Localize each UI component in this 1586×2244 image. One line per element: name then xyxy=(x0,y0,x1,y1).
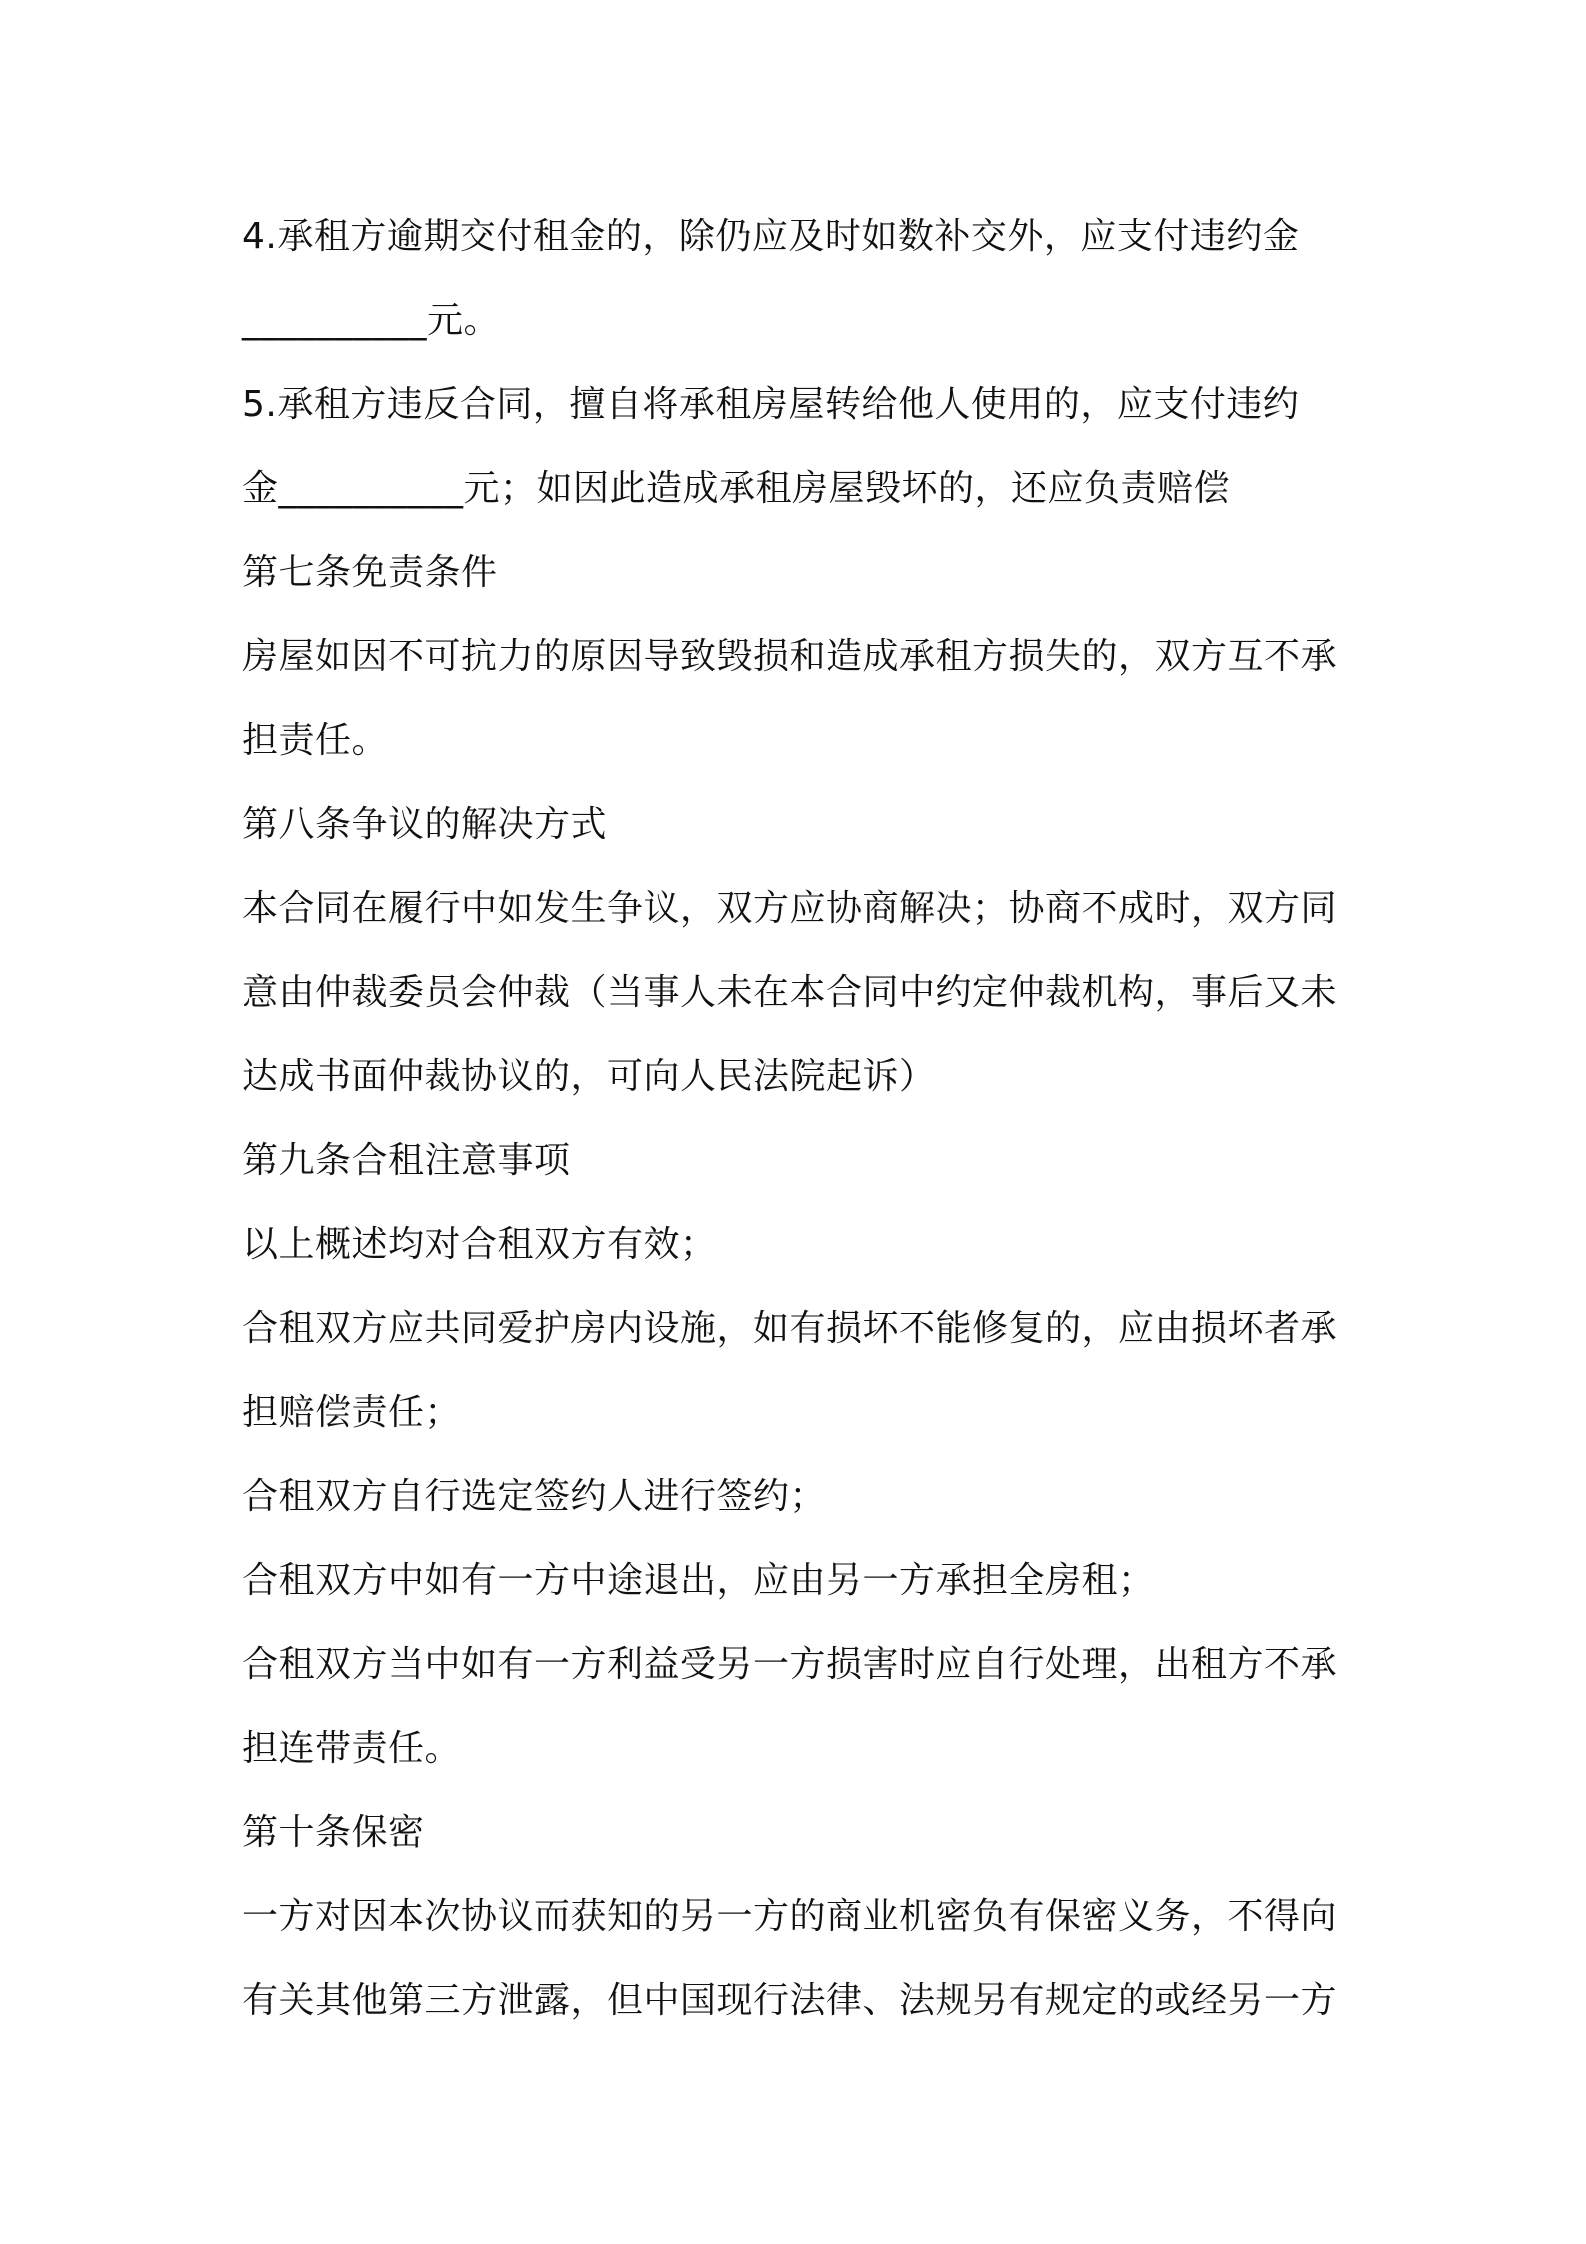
article-10-heading: 第十条保密 xyxy=(242,1812,425,1853)
article-10-text: 一方对因本次协议而获知的另一方的商业机密负有保密义务，不得向 xyxy=(242,1896,1338,1937)
article-10-text-continued: 有关其他第三方泄露，但中国现行法律、法规另有规定的或经另一方 xyxy=(242,1980,1338,2021)
article-8-text-continued: 意由仲裁委员会仲裁（当事人未在本合同中约定仲裁机构，事后又未 xyxy=(242,972,1338,1013)
article-7-text: 房屋如因不可抗力的原因导致毁损和造成承租方损失的，双方互不承 xyxy=(242,636,1338,677)
article-9-item-5-continued: 担连带责任。 xyxy=(242,1728,462,1769)
article-7-text-continued: 担责任。 xyxy=(242,720,389,761)
article-9-item-4: 合租双方中如有一方中途退出，应由另一方承担全房租； xyxy=(242,1560,1155,1601)
article-9-item-2: 合租双方应共同爱护房内设施，如有损坏不能修复的，应由损坏者承 xyxy=(242,1308,1338,1349)
article-8-heading: 第八条争议的解决方式 xyxy=(242,804,608,845)
article-9-heading: 第九条合租注意事项 xyxy=(242,1140,571,1181)
article-8-text-end: 达成书面仲裁协议的，可向人民法院起诉） xyxy=(242,1056,936,1097)
clause-4-amount-blank: __________元。 xyxy=(242,300,501,341)
clause-5-text: 5.承租方违反合同，擅自将承租房屋转给他人使用的，应支付违约 xyxy=(242,384,1300,425)
article-9-item-1: 以上概述均对合租双方有效； xyxy=(242,1224,717,1265)
clause-4-text: 4.承租方逾期交付租金的，除仍应及时如数补交外，应支付违约金 xyxy=(242,216,1300,257)
article-9-item-5: 合租双方当中如有一方利益受另一方损害时应自行处理，出租方不承 xyxy=(242,1644,1338,1685)
clause-5-continued: 金__________元；如因此造成承租房屋毁坏的，还应负责赔偿 xyxy=(242,468,1231,509)
article-8-text: 本合同在履行中如发生争议，双方应协商解决；协商不成时，双方同 xyxy=(242,888,1338,929)
article-7-heading: 第七条免责条件 xyxy=(242,552,498,593)
document-body xyxy=(242,195,1362,2043)
article-9-item-3: 合租双方自行选定签约人进行签约； xyxy=(242,1476,827,1517)
article-9-item-2-continued: 担赔偿责任； xyxy=(242,1392,462,1433)
